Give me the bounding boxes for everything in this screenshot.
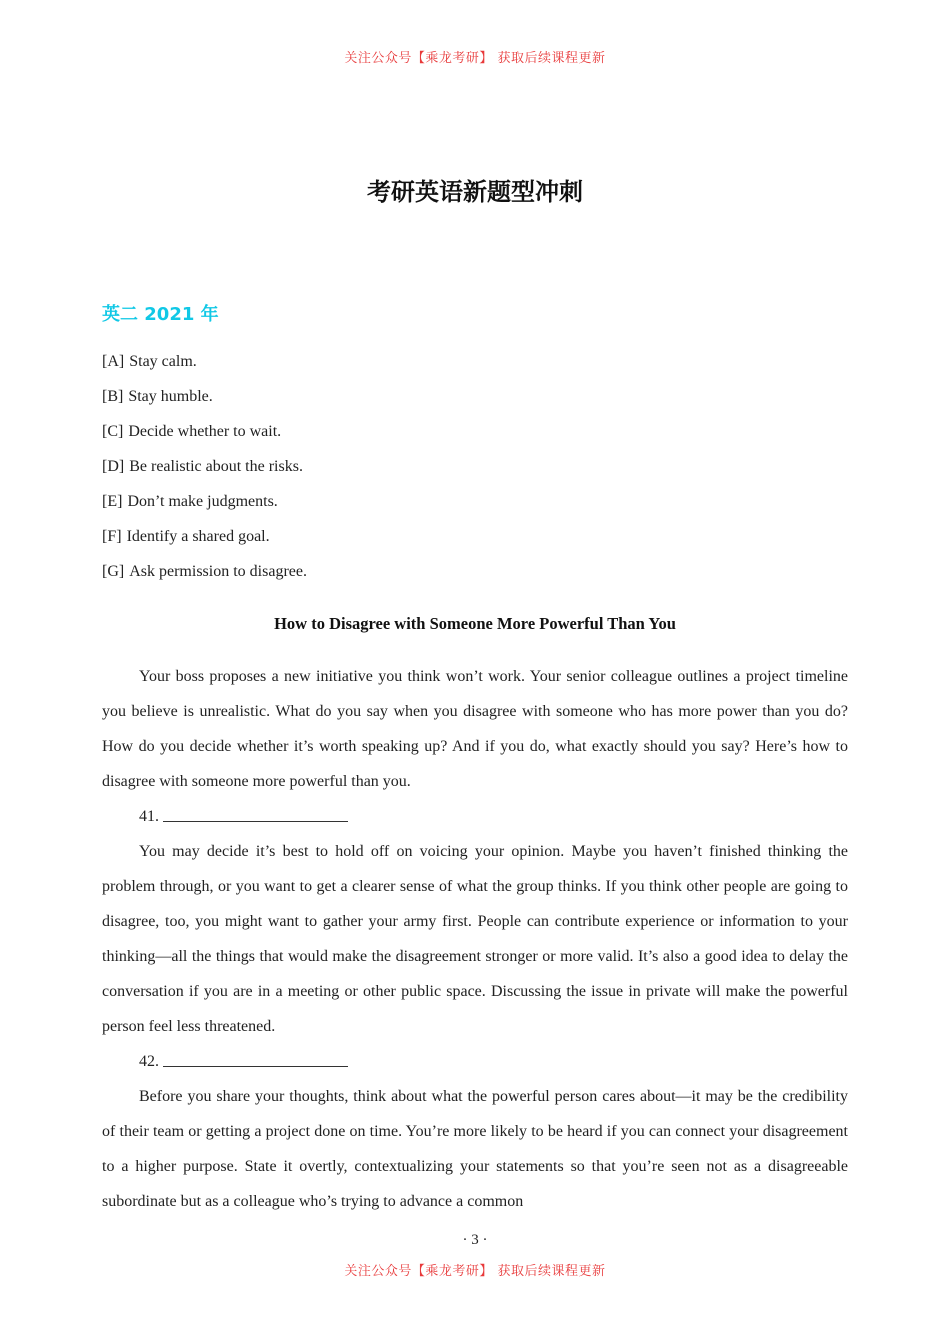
paragraph-intro: Your boss proposes a new initiative you think won’t work. Your senior colleague outlines a project timeline you believe is unrealistic. What do you say when you disagree with someone who has more power than you do? How do you decide whether it’s worth speaking up? And if you do, what exactly should you say? Here’s how to disagree with someone more powerful than you.: [102, 668, 848, 790]
article-body: [102, 659, 848, 1219]
option-text: Stay calm.: [129, 353, 197, 370]
option-a: [102, 349, 307, 384]
paragraph-41: You may decide it’s best to hold off on voicing your opinion. Maybe you haven’t finished thinking the problem through, or you want to get a clearer sense of what the group thinks. If you think other people are going to disagree, too, you might want to gather your army first. People can contribute experience or information to your thinking—all the things that would make the disagreement stronger or more valid. It’s also a good idea to delay the conversation if you are in a meeting or other public space. Discussing the issue in private will make the powerful person feel less threatened.: [102, 843, 848, 1035]
answer-options-list: [102, 349, 307, 594]
option-text: Ask permission to disagree.: [129, 563, 307, 580]
option-text: Identify a shared goal.: [126, 528, 270, 545]
option-letter: [D]: [102, 458, 125, 475]
option-text: Stay humble.: [128, 388, 213, 405]
paragraph-42: Before you share your thoughts, think about what the powerful person cares about—it may be the credibility of their team or getting a project done on time. You’re more likely to be heard if you can connect your disagreement to a higher purpose. State it overtly, contextualizing your statements so that you’re seen not as a disagreeable subordinate but as a colleague who’s trying to advance a common: [102, 1088, 848, 1210]
section-heading: 英二 2021 年: [102, 304, 219, 325]
option-text: Decide whether to wait.: [128, 423, 282, 440]
option-f: [102, 524, 307, 559]
answer-blank-line[interactable]: [163, 1044, 348, 1067]
question-41-blank: [102, 799, 848, 834]
promo-banner-top: 关注公众号【乘龙考研】 获取后续课程更新: [344, 51, 606, 66]
question-number: 41.: [139, 808, 159, 825]
option-letter: [B]: [102, 388, 124, 405]
option-text: Don’t make judgments.: [127, 493, 278, 510]
option-letter: [G]: [102, 563, 125, 580]
question-42-blank: [102, 1044, 848, 1079]
option-letter: [A]: [102, 353, 125, 370]
option-c: [102, 419, 307, 454]
option-e: [102, 489, 307, 524]
answer-blank-line[interactable]: [163, 799, 348, 822]
option-letter: [E]: [102, 493, 123, 510]
option-letter: [F]: [102, 528, 122, 545]
option-g: [102, 559, 307, 594]
option-b: [102, 384, 307, 419]
option-letter: [C]: [102, 423, 124, 440]
page-number: · 3 ·: [462, 1232, 488, 1248]
question-number: 42.: [139, 1053, 159, 1070]
option-text: Be realistic about the risks.: [129, 458, 303, 475]
article-title: How to Disagree with Someone More Powerful Than You: [274, 614, 676, 633]
option-d: [102, 454, 307, 489]
promo-banner-bottom: 关注公众号【乘龙考研】 获取后续课程更新: [344, 1264, 606, 1279]
document-title: 考研英语新题型冲刺: [367, 177, 583, 206]
